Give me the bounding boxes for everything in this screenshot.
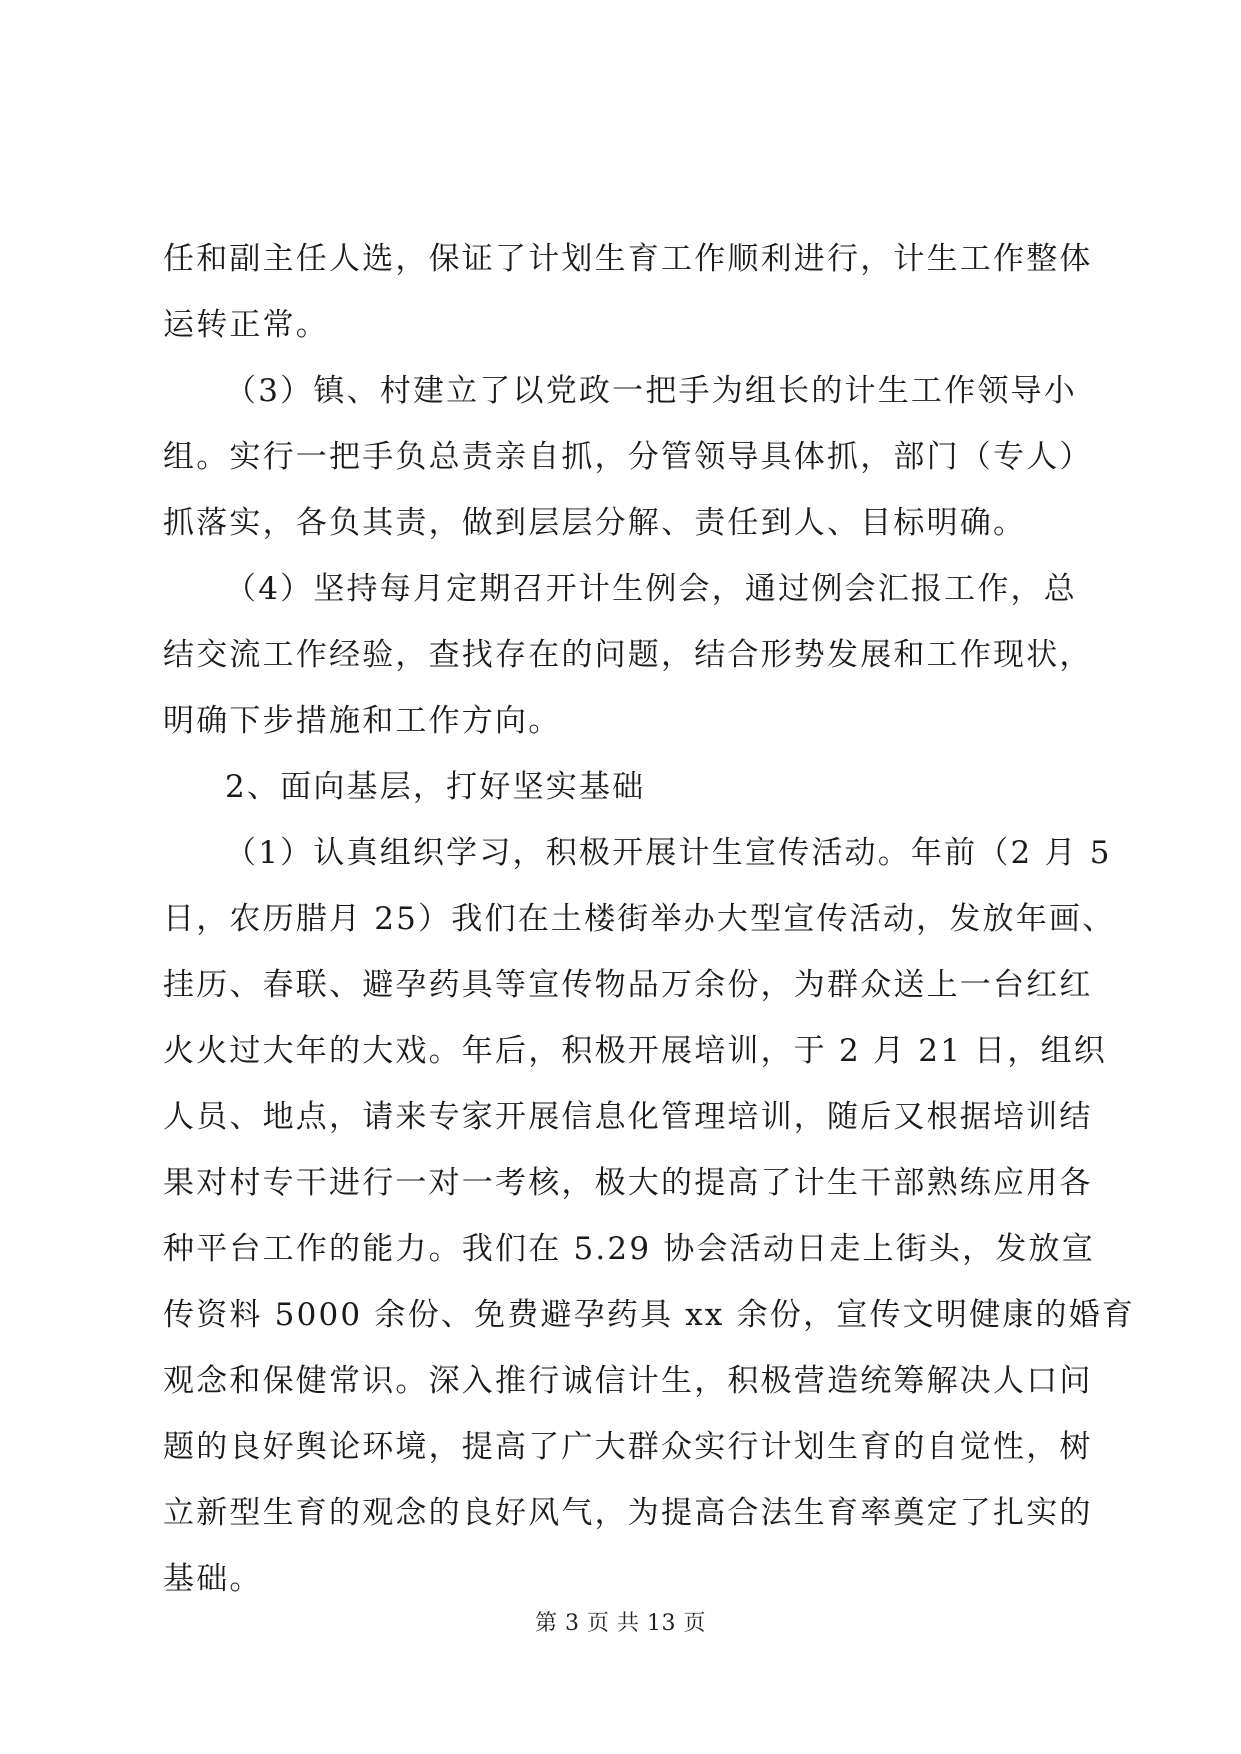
paragraph-item-1 xyxy=(163,820,1136,1612)
text-line: （3）镇、村建立了以党政一把手为组长的计生工作领导小 xyxy=(225,373,1077,409)
text-line: 运转正常。 xyxy=(163,307,329,343)
text-line: 题的良好舆论环境，提高了广大群众实行计划生育的自觉性，树 xyxy=(163,1429,1093,1465)
text-line: 组。实行一把手负总责亲自抓，分管领导具体抓，部门（专人） xyxy=(163,439,1093,475)
paragraph-item-3 xyxy=(163,358,1093,556)
text-line: 挂历、春联、避孕药具等宣传物品万余份，为群众送上一台红红 xyxy=(163,967,1093,1003)
text-line: 日，农历腊月 25）我们在土楼街举办大型宣传活动，发放年画、 xyxy=(163,901,1116,937)
text-line: 立新型生育的观念的良好风气，为提高合法生育率奠定了扎实的 xyxy=(163,1495,1093,1531)
text-line: 果对村专干进行一对一考核，极大的提高了计生干部熟练应用各 xyxy=(163,1165,1093,1201)
text-line: （4）坚持每月定期召开计生例会，通过例会汇报工作，总 xyxy=(225,571,1077,607)
text-line: 基础。 xyxy=(163,1561,263,1597)
text-line: 明确下步措施和工作方向。 xyxy=(163,703,562,739)
section-heading xyxy=(163,754,1093,820)
text-line: 观念和保健常识。深入推行诚信计生，积极营造统筹解决人口问 xyxy=(163,1363,1093,1399)
text-line: 人员、地点，请来专家开展信息化管理培训，随后又根据培训结 xyxy=(163,1099,1093,1135)
text-line: 2、面向基层，打好坚实基础 xyxy=(225,769,646,805)
paragraph-continuation xyxy=(163,226,1093,358)
text-line: 抓落实，各负其责，做到层层分解、责任到人、目标明确。 xyxy=(163,505,1027,541)
text-line: 传资料 5000 余份、免费避孕药具 xx 余份，宣传文明健康的婚育 xyxy=(163,1297,1136,1333)
text-line: 任和副主任人选，保证了计划生育工作顺利进行，计生工作整体 xyxy=(163,241,1093,277)
paragraph-item-4 xyxy=(163,556,1093,754)
text-line: 火火过大年的大戏。年后，积极开展培训，于 2 月 21 日，组织 xyxy=(163,1033,1107,1069)
text-line: （1）认真组织学习，积极开展计生宣传活动。年前（2 月 5 xyxy=(225,835,1112,871)
text-line: 种平台工作的能力。我们在 5.29 协会活动日走上街头，发放宣 xyxy=(163,1231,1095,1267)
text-line: 结交流工作经验，查找存在的问题，结合形势发展和工作现状， xyxy=(163,637,1093,673)
page-number-footer: 第 3 页 共 13 页 xyxy=(535,1611,706,1636)
document-body xyxy=(163,226,1136,1612)
